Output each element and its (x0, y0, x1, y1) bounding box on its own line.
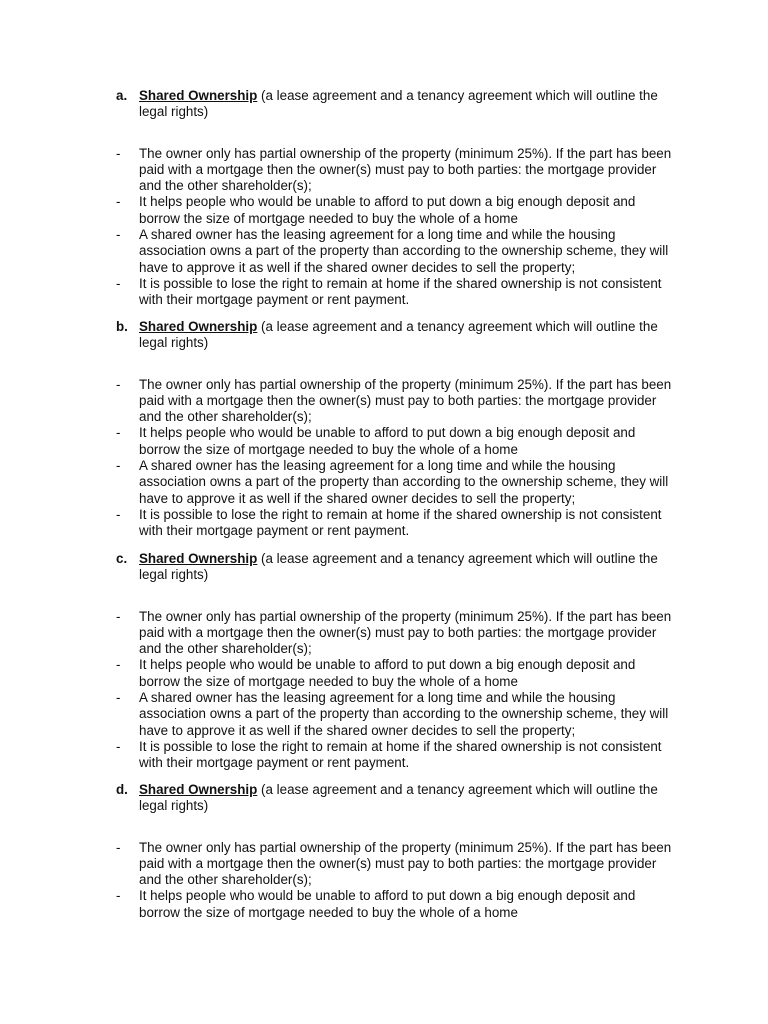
list-item-text: A shared owner has the leasing agreement for a long time and while the housing association owns a part of the property than according to the ownership scheme, they will have to approve it as well if the shared owner decides to sell the property; (139, 690, 669, 738)
list-item-text: The owner only has partial ownership of the property (minimum 25%). If the part has been paid with a mortgage then the owner(s) must pay to both parties: the mortgage provider and the other shareholder(s); (139, 839, 672, 888)
list-item-text: It is possible to lose the right to remain at home if the shared ownership is not consistent with their mortgage payment or rent payment. (139, 506, 662, 539)
bullet-dash: - (116, 506, 121, 522)
list-item (116, 840, 676, 889)
section-a (116, 88, 676, 309)
section-heading (116, 88, 676, 121)
section-b (116, 319, 676, 540)
list-item (116, 690, 676, 739)
section-term: Shared Ownership (139, 551, 258, 566)
list-item-text: It helps people who would be unable to afford to put down a big enough deposit and borrow the size of mortgage needed to buy the whole of a home (139, 657, 636, 689)
section-marker: d. (116, 782, 128, 797)
list-item-text: It helps people who would be unable to afford to put down a big enough deposit and borrow the size of mortgage needed to buy the whole of a home (139, 425, 636, 457)
list-item (116, 458, 676, 507)
list-item-text: It helps people who would be unable to afford to put down a big enough deposit and borrow the size of mortgage needed to buy the whole of a home (139, 888, 636, 920)
list-item (116, 609, 676, 658)
bullet-dash: - (116, 888, 121, 904)
bullet-dash: - (116, 738, 121, 754)
bullet-dash: - (116, 458, 121, 474)
section-c (116, 551, 676, 772)
bullet-list (116, 609, 676, 772)
section-term: Shared Ownership (139, 88, 258, 103)
section-marker: a. (116, 88, 128, 103)
bullet-dash: - (116, 227, 121, 243)
bullet-dash: - (116, 839, 121, 855)
list-item-text: A shared owner has the leasing agreement for a long time and while the housing association owns a part of the property than according to the ownership scheme, they will have to approve it as well if the shared owner decides to sell the property; (139, 458, 669, 506)
section-description: (a lease agreement and a tenancy agreement which will outline the legal rights) (139, 782, 658, 814)
list-item-text: A shared owner has the leasing agreement for a long time and while the housing association owns a part of the property than according to the ownership scheme, they will have to approve it as well if the shared owner decides to sell the property; (139, 227, 669, 275)
list-item (116, 146, 676, 195)
section-term: Shared Ownership (139, 782, 258, 797)
list-item (116, 507, 676, 540)
bullet-dash: - (116, 194, 121, 210)
bullet-dash: - (116, 275, 121, 291)
section-description: (a lease agreement and a tenancy agreement which will outline the legal rights) (139, 88, 658, 120)
section-term: Shared Ownership (139, 319, 258, 334)
bullet-dash: - (116, 657, 121, 673)
bullet-dash: - (116, 690, 121, 706)
list-item (116, 425, 676, 458)
list-item-text: It helps people who would be unable to afford to put down a big enough deposit and borrow the size of mortgage needed to buy the whole of a home (139, 194, 636, 226)
list-item (116, 657, 676, 690)
list-item-text: The owner only has partial ownership of the property (minimum 25%). If the part has been paid with a mortgage then the owner(s) must pay to both parties: the mortgage provider and the other shareholder(s); (139, 376, 672, 425)
bullet-list (116, 840, 676, 921)
bullet-dash: - (116, 425, 121, 441)
list-item (116, 227, 676, 276)
list-item (116, 276, 676, 309)
list-item (116, 377, 676, 426)
list-item (116, 888, 676, 921)
bullet-list (116, 146, 676, 309)
section-description: (a lease agreement and a tenancy agreement which will outline the legal rights) (139, 319, 658, 351)
section-heading (116, 782, 676, 815)
section-d (116, 782, 676, 921)
list-item (116, 194, 676, 227)
list-item-text: The owner only has partial ownership of the property (minimum 25%). If the part has been paid with a mortgage then the owner(s) must pay to both parties: the mortgage provider and the other shareholder(s); (139, 145, 672, 194)
section-marker: b. (116, 319, 128, 334)
section-description: (a lease agreement and a tenancy agreement which will outline the legal rights) (139, 551, 658, 583)
section-heading (116, 319, 676, 352)
bullet-dash: - (116, 145, 121, 161)
list-item-text: The owner only has partial ownership of the property (minimum 25%). If the part has been paid with a mortgage then the owner(s) must pay to both parties: the mortgage provider and the other shareholder(s); (139, 608, 672, 657)
bullet-dash: - (116, 376, 121, 392)
list-item (116, 739, 676, 772)
bullet-dash: - (116, 608, 121, 624)
list-item-text: It is possible to lose the right to remain at home if the shared ownership is not consistent with their mortgage payment or rent payment. (139, 738, 662, 771)
list-item-text: It is possible to lose the right to remain at home if the shared ownership is not consistent with their mortgage payment or rent payment. (139, 275, 662, 308)
section-heading (116, 551, 676, 584)
bullet-list (116, 377, 676, 540)
section-marker: c. (116, 551, 128, 566)
